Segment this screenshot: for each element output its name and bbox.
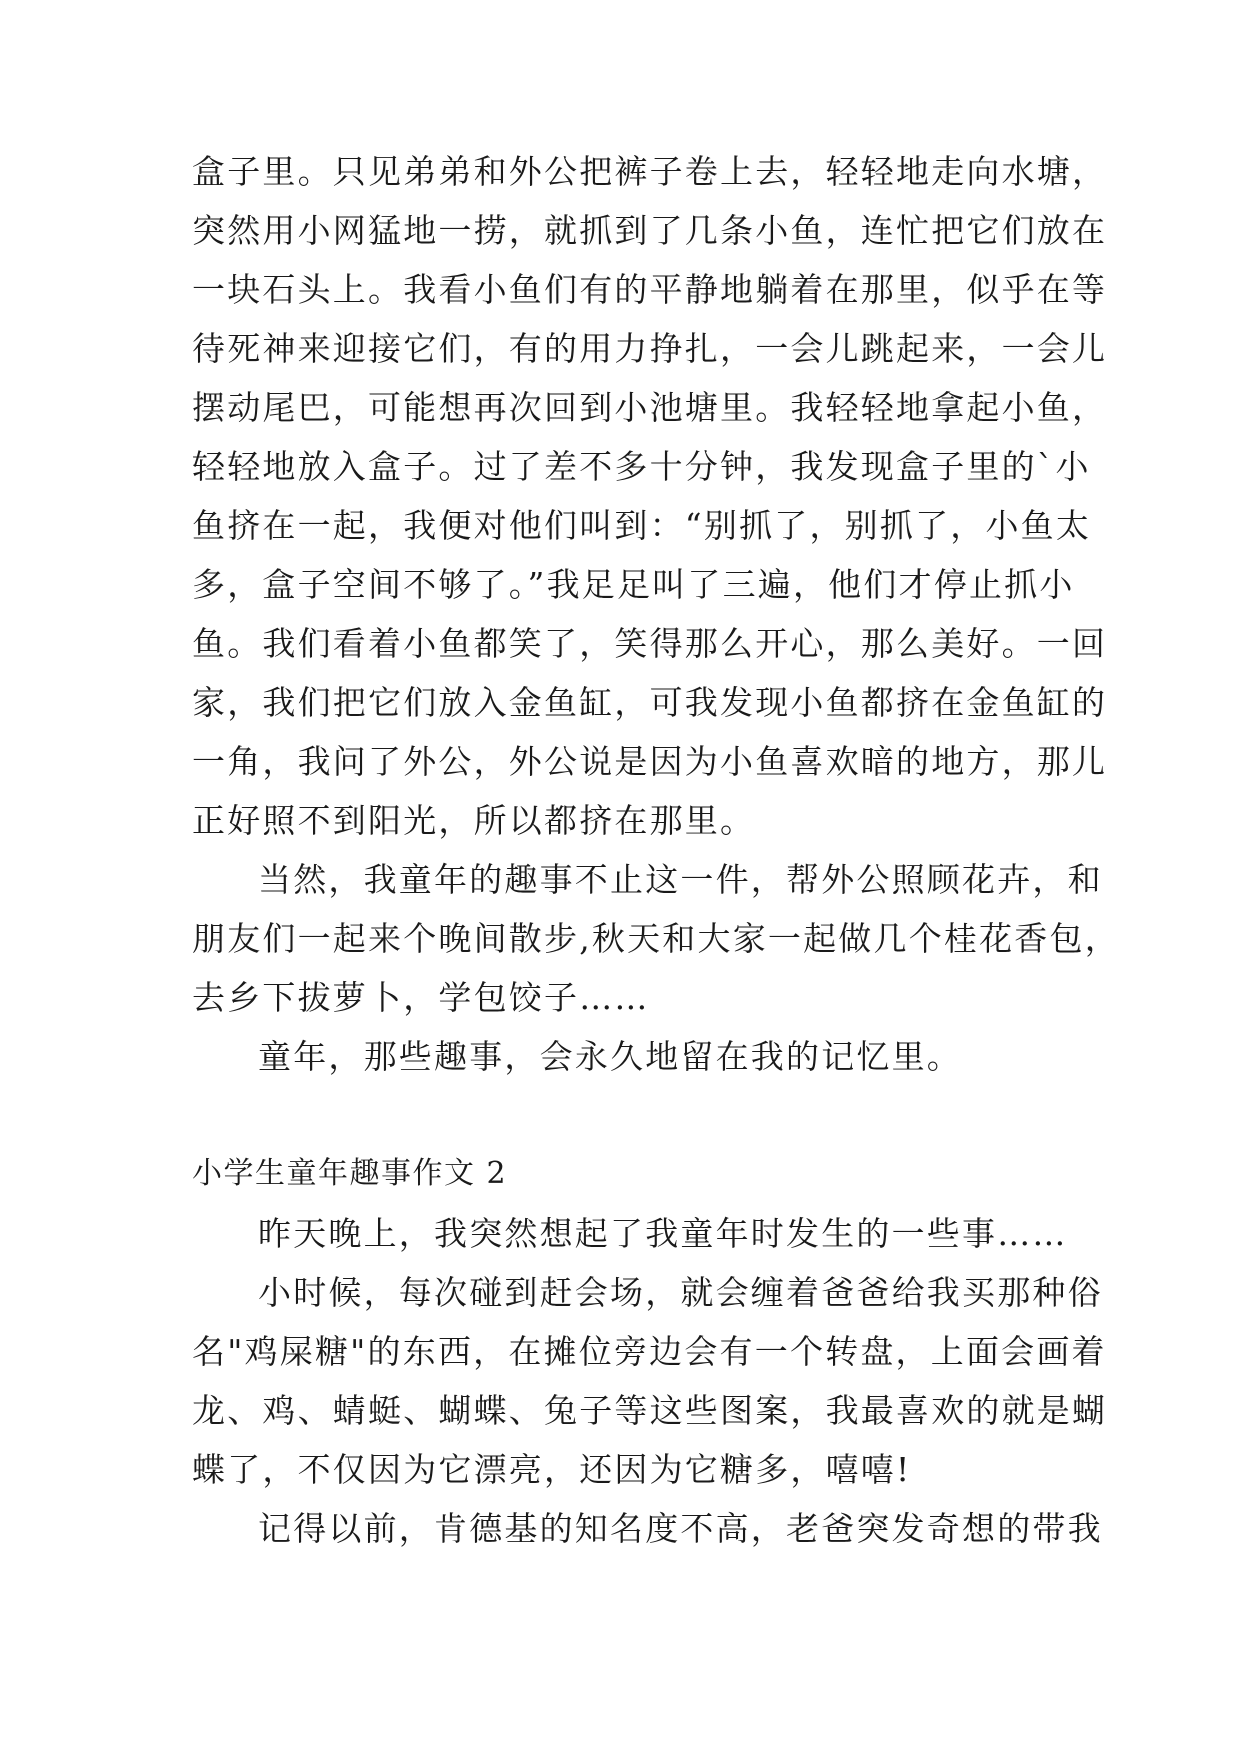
text-line: 昨天晚上，我突然想起了我童年时发生的一些事…… bbox=[258, 1214, 1068, 1253]
text-line: 名"鸡屎糖"的东西，在摊位旁边会有一个转盘，上面会画着 bbox=[192, 1332, 1107, 1371]
text-line: 小时候，每次碰到赶会场，就会缠着爸爸给我买那种俗 bbox=[258, 1273, 1103, 1312]
text-line: 朋友们一起来个晚间散步,秋天和大家一起做几个桂花香包， bbox=[192, 919, 1120, 958]
text-line: 盒子里。只见弟弟和外公把裤子卷上去，轻轻地走向水塘， bbox=[192, 152, 1108, 191]
text-line: 龙、鸡、蜻蜓、蝴蝶、兔子等这些图案，我最喜欢的就是蝴 bbox=[192, 1391, 1108, 1430]
story-paragraph-3 bbox=[192, 1027, 1060, 1086]
text-line: 突然用小网猛地一捞，就抓到了几条小鱼，连忙把它们放在 bbox=[192, 211, 1108, 250]
text-line: 鱼。我们看着小鱼都笑了，笑得那么开心，那么美好。一回 bbox=[192, 624, 1108, 663]
text-line: 多，盒子空间不够了。”我足足叫了三遍，他们才停止抓小 bbox=[192, 565, 1075, 604]
text-line: 去乡下拔萝卜，学包饺子…… bbox=[192, 978, 650, 1017]
text-line: 家，我们把它们放入金鱼缸，可我发现小鱼都挤在金鱼缸的 bbox=[192, 683, 1108, 722]
story-paragraph-2 bbox=[192, 850, 1120, 1027]
text-line: 一块石头上。我看小鱼们有的平静地躺着在那里，似乎在等 bbox=[192, 270, 1108, 309]
essay-title: 小学生童年趣事作文 2 bbox=[192, 1156, 508, 1191]
text-line: 正好照不到阳光，所以都挤在那里。 bbox=[192, 801, 756, 840]
text-line: 一角，我问了外公，外公说是因为小鱼喜欢暗的地方，那儿 bbox=[192, 742, 1108, 781]
text-line: 轻轻地放入盒子。过了差不多十分钟，我发现盒子里的`小 bbox=[192, 447, 1091, 486]
story-paragraph-1 bbox=[192, 142, 1108, 850]
text-line: 蝶了，不仅因为它漂亮，还因为它糖多，嘻嘻! bbox=[192, 1450, 912, 1489]
text-line: 摆动尾巴，可能想再次回到小池塘里。我轻轻地拿起小鱼， bbox=[192, 388, 1108, 427]
text-line: 鱼挤在一起，我便对他们叫到：“别抓了，别抓了，小鱼太 bbox=[192, 506, 1092, 545]
text-line: 童年，那些趣事，会永久地留在我的记忆里。 bbox=[258, 1037, 962, 1076]
essay2-paragraph-1 bbox=[192, 1204, 1068, 1263]
essay2-paragraph-2 bbox=[192, 1263, 1108, 1499]
essay2-paragraph-3 bbox=[192, 1499, 1103, 1558]
text-line: 当然，我童年的趣事不止这一件，帮外公照顾花卉，和 bbox=[258, 860, 1103, 899]
text-line: 待死神来迎接它们，有的用力挣扎，一会儿跳起来，一会儿 bbox=[192, 329, 1108, 368]
text-line: 记得以前，肯德基的知名度不高，老爸突发奇想的带我 bbox=[258, 1509, 1103, 1548]
